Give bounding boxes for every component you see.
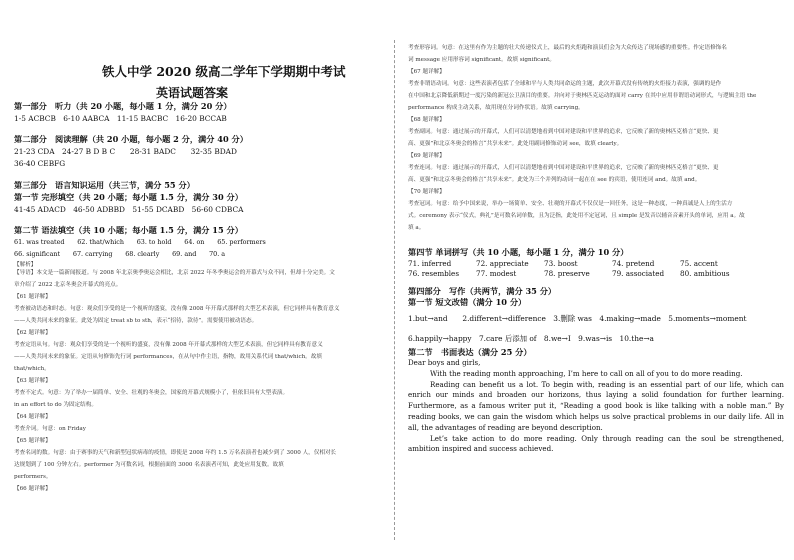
essay-paragraph-2: Reading can benefit us a lot. To begin with, reading is an essential part of our life, which can enrich our minds and broaden our horizons, thus laying a solid foundation for further learning. Furthermore, as a famous writer put it, “Reading a good book is like talking with a noble man.” By reading books, we can gain the wisdom which helps us solve practical problems in our daily life. All in all, the advantages of reading are beyond description.: [408, 379, 784, 432]
explain-line: 考查介词。句意：on Friday: [14, 426, 86, 432]
explain-line: 填 a。: [408, 225, 425, 231]
explain-line: 【导语】本文是一篇新闻报道。与 2008 年北京奥季奥运会相比，北京 2022 年冬季奥运会的开幕式与众不同，但却十分完美。文: [14, 270, 335, 276]
explain-line: ——人类共同未来的象征。此处为固定 treat sb to sth，表示“招待，款待”。需要使用被动语态。: [14, 318, 258, 324]
explain-line: 考查定语从句。句意：观众们享受的是一个视听的盛宴，没有像 2008 年开幕式那样的大型艺术表演，但它同样具有教育意义: [14, 342, 323, 348]
part4-words-row-1: [408, 259, 748, 268]
explain-line: 高、更强”和北京冬奥会的格言“共享未来”。此处用副词修饰动词 see，故填 clearly。: [408, 141, 623, 147]
explain-line: 考查不定式。句意：为了举办一届简单、安全、壮观的冬奥会，国家的开幕式规模小了，但依旧具有大型表演。: [14, 390, 289, 396]
part5-s2-heading: 第二节 书面表达（满分 25 分）: [408, 347, 532, 357]
essay-paragraph-1: With the reading month approaching, I’m here to call on all of you to do more reading.: [430, 368, 743, 378]
explain-line: 【66 题详解】: [14, 486, 51, 492]
essay: [408, 358, 784, 455]
word-answer: 75. accent: [680, 259, 718, 268]
explain-line: 【62 题详解】: [14, 330, 51, 336]
explain-line: 在中国和北京降低新期过一度污染的新冠公卫演目的重要。并向对于奥林匹克运动的面对 carry 在其中应用非谓语动词形式，与逻辑主语 the: [408, 93, 757, 99]
explain-line: ——人类共同未来的象征。定语从句修饰先行词 performances，在从句中作主语，指物，故用关系代词 that/which。故填: [14, 354, 322, 360]
word-answer: 73. boost: [544, 259, 578, 268]
part3-s1-heading: 第一节 完形填空（共 20 小题；每小题 1.5 分，满分 30 分）: [14, 192, 243, 202]
explain-line: 高、更强”和北京冬奥会的格言“共享未来”。此处为三个并列的动词一起在在 see 的宾语，使用连词 and。故填 and。: [408, 177, 701, 183]
explain-line: 【68 题详解】: [408, 117, 445, 123]
word-answer: 74. pretend: [612, 259, 655, 268]
explain-line: performers。: [14, 474, 52, 480]
part5-s1-line-2: 6.happily→happy 7.care 后添加 of 8.we→I 9.was→is 10.the→a: [408, 334, 654, 343]
explain-line: performance 构成主动关系，故用现在分词作状语。故填 carrying。: [408, 105, 584, 111]
explain-line: 考查非谓语动词。句意：这些表演者包括了全球和平与人类共同命运的主题，此次开幕式没有传统的火炬接力表演，强调的是作: [408, 81, 722, 87]
essay-salutation: Dear boys and girls,: [408, 358, 481, 367]
part1-heading: 第一部分 听力（共 20 小题，每小题 1 分，满分 20 分）: [14, 101, 232, 111]
paper-title: 英语试题答案: [156, 86, 229, 100]
explain-line: 【61 题详解】: [14, 294, 51, 300]
part1-answers: 1-5 ACBCB 6-10 AABCA 11-15 BACBC 16-20 BCCAB: [14, 114, 227, 123]
explain-line: 词 message 应用形容词 significant。故填 significant。: [408, 57, 555, 63]
part2-answers-2: 36-40 CEBFG: [14, 159, 66, 168]
part2-heading: 第二部分 阅读理解（共 20 小题，每小题 2 分，满分 40 分）: [14, 134, 248, 144]
explain-line: 【70 题详解】: [408, 189, 445, 195]
essay-paragraph-3: Let’s take action to do more reading. Only through reading can the soul be strengthened, ambition inspired and success achieved.: [408, 433, 784, 454]
explain-line: 章介绍了 2022 北京冬奥会开幕式的亮点。: [14, 282, 122, 288]
explain-line: 考查被动语态和时态。句意：观众们享受的是一个视听的盛宴，没有像 2008 年开幕式那样的大型艺术表演，但它同样具有教育意义: [14, 306, 340, 312]
part3-heading: 第三部分 语言知识运用（共三节，满分 55 分）: [14, 180, 195, 190]
part3-s2-answers-1: 61. was treated 62. that/which 63. to hold 64. on 65. performers: [14, 238, 266, 246]
part5-heading: 第四部分 写作（共两节，满分 35 分）: [408, 286, 557, 296]
column-divider: [394, 40, 395, 540]
explain-line: 考查连词。句意：通过展示的开幕式，人们可以清楚地看到中国对建设和平世界的追求，它反映了新的奥林匹克格言“更快、更: [408, 165, 719, 171]
explain-line: 式。ceremony 表示“仪式，典礼”是可数名词单数，且为泛指，此处用不定冠词，且 simple 是发音以辅音音素开头的单词，应用 a。故: [408, 213, 745, 219]
explain-line: 【67 题详解】: [408, 69, 445, 75]
part3-s2-answers-2: 66. significant 67. carrying 68. clearly 69. and 70. a: [14, 250, 226, 258]
word-answer: 76. resembles: [408, 269, 460, 278]
explain-line: 考查形容词。句意：在这里有作为主题的壮大传递仪式上，最后的火炬跑和演员们会为大众传达了现场感的重要性。作定语修饰名: [408, 45, 727, 51]
explain-line: 【65 题详解】: [14, 438, 51, 444]
explain-line: 【63 题详解】: [14, 378, 51, 384]
part2-answers-1: 21-23 CDA 24-27 B D B C 28-31 BADC 32-35 BDAD: [14, 147, 237, 156]
explain-line: in an effort to do 为固定结构。: [14, 402, 97, 408]
part3-s2-heading: 第二节 语法填空（共 10 小题；每小题 1.5 分，满分 15 分）: [14, 225, 243, 235]
explain-line: that/which。: [14, 366, 50, 372]
explain-line: 考查副词。句意：通过展示的开幕式，人们可以清楚地看到中国对建设和平世界的追求，它反映了新的奥林匹克格言“更快、更: [408, 129, 719, 135]
explain-label: 【解析】: [14, 262, 37, 268]
word-answer: 80. ambitious: [680, 269, 730, 278]
school-title: 铁人中学 2020 级高二学年下学期期中考试: [102, 64, 346, 79]
part4-heading: 第四节 单词拼写（共 10 小题，每小题 1 分，满分 10 分）: [408, 247, 629, 257]
part5-s1-heading: 第一节 短文改错（满分 10 分）: [408, 297, 527, 307]
part5-s1-line-1: 1.but→and 2.different→difference 3.删除 was 4.making→made 5.moments→moment: [408, 314, 747, 323]
part3-s1-answers: 41-45 ADACD 46-50 ADBBD 51-55 DCABD 56-60 CDBCA: [14, 205, 244, 214]
explain-line: 达规划到了 100 分钟左右。performer 为可数名词，根据前面的 3000 名表演者可知，此处应用复数。故填: [14, 462, 284, 468]
explain-line: 【69 题详解】: [408, 153, 445, 159]
explain-block-left: [14, 270, 389, 498]
word-answer: 72. appreciate: [476, 259, 529, 268]
explain-line: 【64 题详解】: [14, 414, 51, 420]
part4-words-row-2: [408, 269, 748, 278]
explain-line: 考查冠词。句意：给予中国来说，举办一场简单、安全、壮观的开幕式不仅仅是一回任务，这是一种态度，一种真诚是人上的生活方: [408, 201, 733, 207]
word-answer: 78. preserve: [544, 269, 590, 278]
explain-line: 考查名词的数。句意：由于赛事的天气和新型冠状病毒的疫情，即使是 2008 年约 1.5 万名表演者也减少到了 3000 人，仅相对长: [14, 450, 337, 456]
explain-block-right: [408, 45, 786, 237]
word-answer: 79. associated: [612, 269, 665, 278]
word-answer: 77. modest: [476, 269, 517, 278]
word-answer: 71. inferred: [408, 259, 452, 268]
